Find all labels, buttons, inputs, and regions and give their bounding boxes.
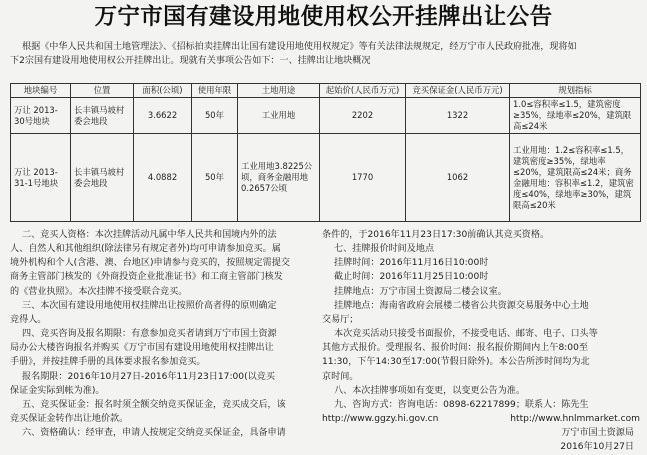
header-cell: 地块编号 [11, 84, 71, 98]
website-link-hnlmmarket[interactable]: http://www.hnlmmarket.com [510, 414, 640, 425]
body-line: 竞得人。 [10, 314, 47, 325]
body-left-column [10, 228, 316, 440]
body-line: 九、咨询方式：咨询电话：0898-62217899；联系人：陈先生 [334, 399, 589, 410]
header-cell: 规划指标 [510, 84, 641, 98]
parcel-term: 50年 [192, 98, 238, 134]
parcel-location: 长丰镇马坡村委会地段 [71, 98, 134, 134]
parcel-deposit: 1322 [406, 98, 510, 134]
parcel-planning: 1.0≤容积率≤1.5，建筑密度≥35%，绿地率≤20%，建筑限高≤24米 [510, 98, 641, 134]
parcel-start-price: 1770 [320, 134, 406, 222]
header-cell: 位置 [71, 84, 134, 98]
website-links [322, 412, 640, 426]
body-line: 的《营业执照》。本次挂牌不接受联合竞买。 [10, 286, 188, 297]
body-line: 人、自然人和其他组织(除法律另有规定者外)均可申请参加竞买。属 [10, 244, 281, 255]
body-line: 条件的，于2016年11月23日17:30前确认其竞买资格。 [322, 230, 550, 240]
intro-line: 根据《中华人民共和国土地管理法》、《招标拍卖挂牌出让国有建设用地使用权规定》等有关法律法规规定，经万宁市人民政府批准，现将如 [22, 42, 577, 52]
header-cell: 面积(公顷) [134, 84, 192, 98]
parcel-area: 3.6622 [134, 98, 192, 134]
header-cell: 使用年限 [192, 84, 238, 98]
parcel-term: 50年 [192, 134, 238, 222]
parcel-deposit: 1062 [406, 134, 510, 222]
body-line: 局办公大楼咨询报名并购买《万宁市国有建设用地使用权挂牌出让 [10, 343, 274, 354]
header-cell: 土地用途 [238, 84, 320, 98]
body-line: 挂牌地点：万宁市国土资源局二楼会议室。 [334, 286, 507, 297]
body-line: 六、资格确认：经审查，申请人按规定交纳竞买保证金，具备申请 [22, 428, 286, 439]
body-line: 本次竞买活动只接受书面报价，不接受电话、邮寄、电子、口头等 [334, 329, 598, 340]
body-line: 挂牌时间：2016年11月16日10:00时 [334, 258, 489, 269]
table-row [11, 134, 641, 222]
signer: 万宁市国土资源局 [561, 428, 634, 439]
body-line: 其他方式报价。受理报名、报价时间：报名报价期间内上午8:00至 [322, 343, 588, 354]
intro-paragraph [10, 40, 640, 68]
body-line: 保证金实际到帐为准)。 [10, 385, 105, 396]
publish-date: 2016年10月27日 [560, 442, 634, 453]
parcel-location: 长丰镇马坡村委会地段 [71, 134, 134, 222]
page-title: 万宁市国有建设用地使用权公开挂牌出让公告 [94, 4, 553, 30]
body-line: 八、本次挂牌事项如有变更，以变更公告为准。 [334, 385, 525, 396]
table-header-row [11, 84, 641, 98]
table-row [11, 98, 641, 134]
body-right-column [322, 228, 640, 455]
body-line: 京时间。 [322, 371, 359, 382]
body-line: 七、挂牌报价时间及地点 [334, 244, 435, 255]
intro-line: 下2宗国有建设用地使用权公开挂牌出让。现就有关事项公告如下：一、挂牌出让地块概况 [10, 56, 371, 66]
body-line: 报名期限：2016年10月27日-2016年11月23日17:00(以竞买 [22, 371, 275, 382]
body-line: 截止时间：2016年11月25日10:00时 [334, 272, 489, 283]
body-line: 交易厅； [322, 314, 359, 325]
parcel-id: 万让 2013-31-1号地块 [11, 134, 71, 222]
body-line: 11:30，下午14:30至17:00(节假日除外)。本公告所涉时间均为北 [322, 357, 590, 368]
parcel-use: 工业用地 [238, 98, 320, 134]
parcel-planning: 工业用地：1.2≤容积率≤1.5，建筑密度≥35%，绿地率≤20%，建筑限高≤24米；商务金融用地：容积率≤1.2，建筑密度≤40%，绿地率≥30%，建筑限高≤20米 [510, 134, 641, 222]
parcel-id: 万让 2013-30号地块 [11, 98, 71, 134]
parcel-area: 4.0882 [134, 134, 192, 222]
header-cell: 起始价(人民币万元) [320, 84, 406, 98]
body-line: 境外机构和个人(含港、澳、台地区)申请参与竞买的，按照规定需提交 [10, 258, 290, 269]
parcel-start-price: 2202 [320, 98, 406, 134]
body-line: 五、竞买保证金：报名时须全额交纳竞买保证金，竞买成交后，该 [22, 399, 286, 410]
body-line: 挂牌地点：海南省政府会展楼二楼省公共资源交易服务中心土地 [334, 300, 589, 311]
body-line: 商务主管部门核发的《外商投资企业批准证书》和工商主管部门核发 [10, 272, 283, 283]
body-line: 竞买保证金转作出让地价款。 [10, 414, 129, 425]
website-link-ggzy[interactable]: http://www.ggzy.hi.gov.cn [322, 414, 439, 425]
body-line: 手册》，并按挂牌手册的具体要求报名参加竞买。 [10, 357, 206, 368]
body-line: 三、本次国有建设用地使用权挂牌出让按照价高者得的原则确定 [22, 300, 277, 311]
land-parcel-table [10, 83, 641, 222]
body-line: 二、竞买人资格：本次挂牌活动凡属中华人民共和国境内外的法 [22, 230, 277, 240]
body-line: 四、竞买咨询及报名期限：有意参加竞买者请到万宁市国土资源 [22, 329, 277, 340]
header-cell: 竞买保证金(人民币万元) [406, 84, 510, 98]
parcel-use: 工业用地3.8225公顷，商务金融用地0.2657公顷 [238, 134, 320, 222]
